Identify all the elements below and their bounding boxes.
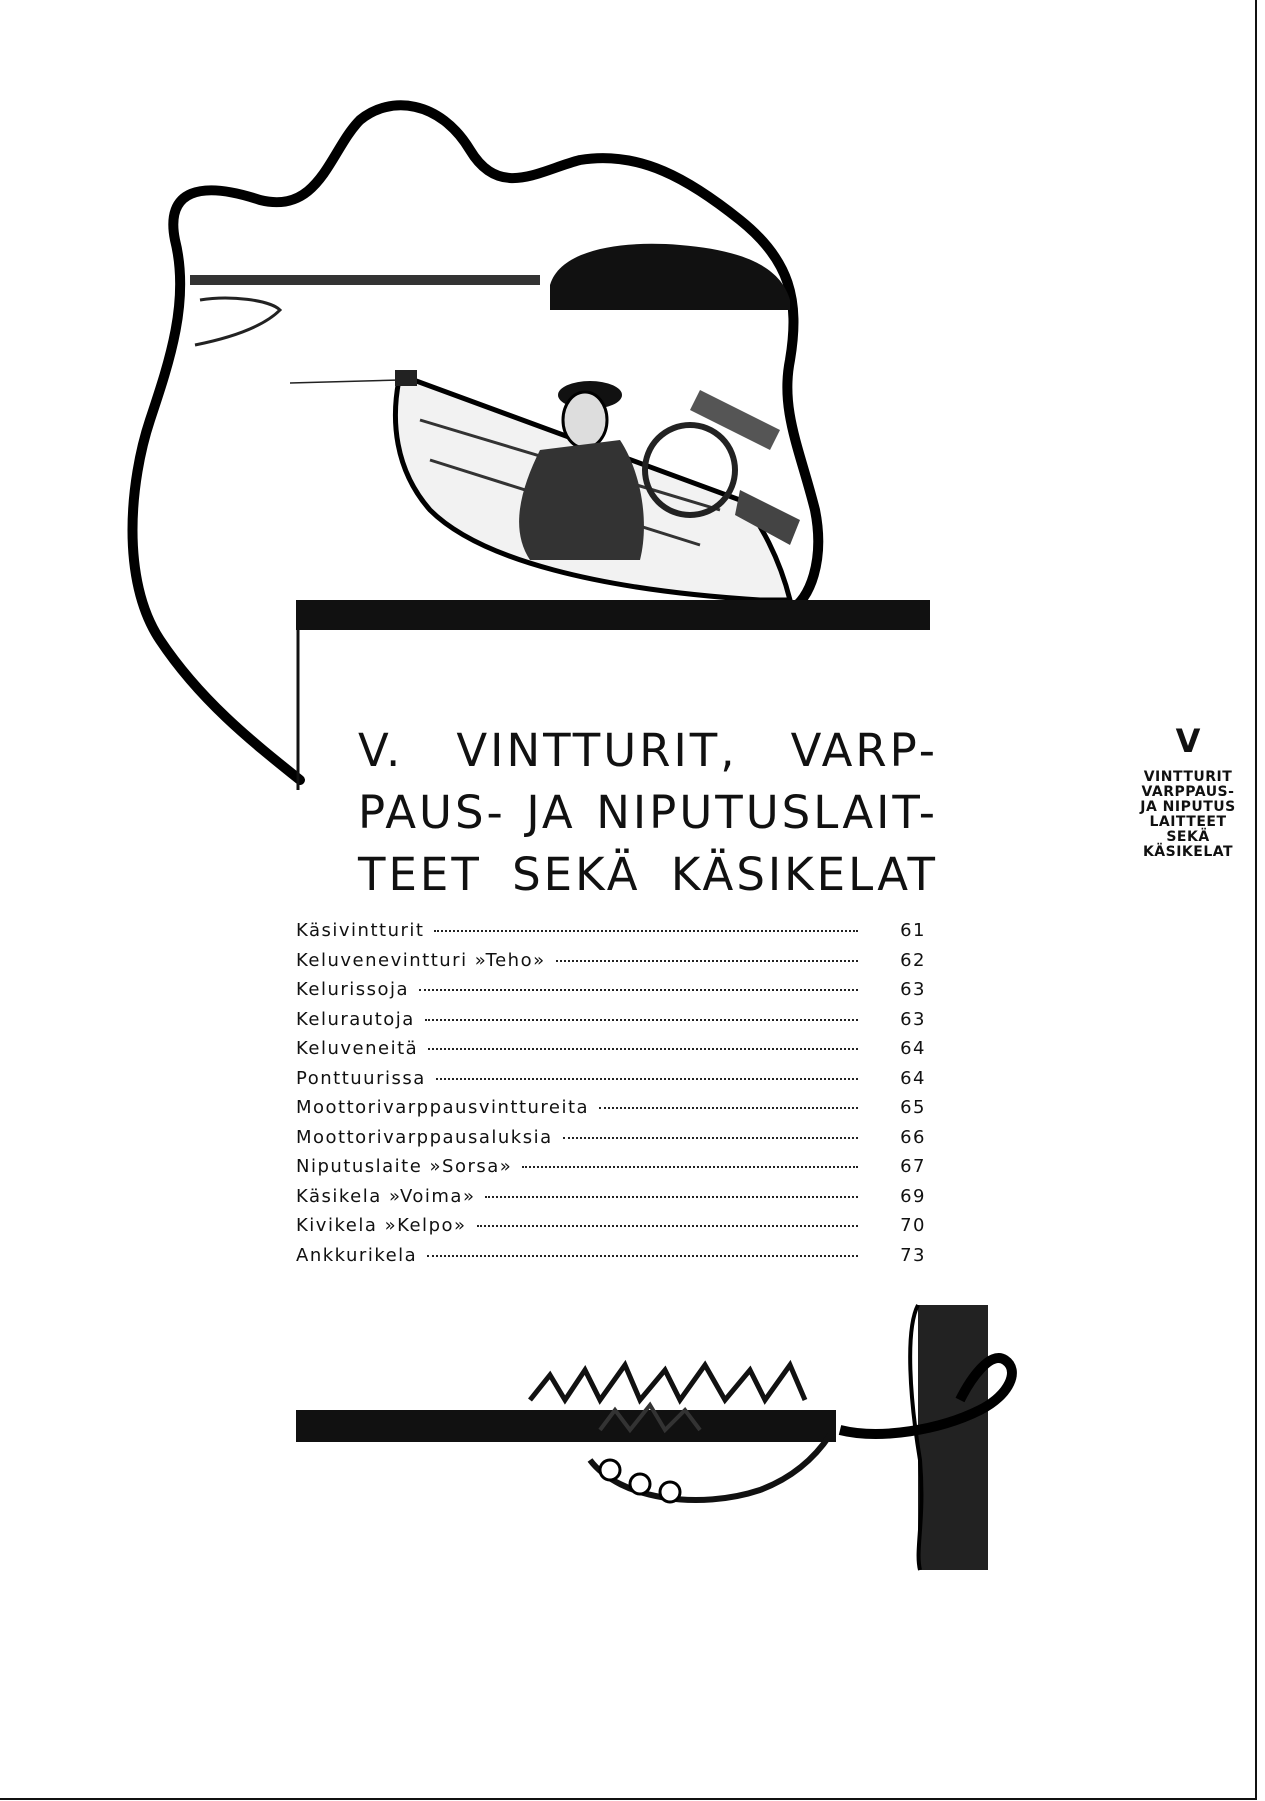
toc-label: Moottorivarppausvinttureita: [296, 1097, 590, 1118]
toc-leader: [522, 1166, 858, 1168]
toc-label: Ankkurikela: [296, 1244, 418, 1266]
toc-page: 61: [900, 920, 926, 941]
toc-page: 70: [900, 1215, 926, 1236]
side-tab-line: LAITTEET: [1149, 814, 1227, 830]
toc-label: Kelurautoja: [296, 1008, 415, 1030]
side-tab-line: SEKÄ: [1166, 829, 1210, 845]
toc-page: 64: [900, 1038, 926, 1059]
chapter-side-tab: [1122, 722, 1254, 860]
toc-label: Kelurissoja: [296, 979, 410, 1000]
toc-page: 63: [900, 979, 926, 1000]
title-line-2: PAUS- JA NIPUTUSLAIT-: [358, 786, 938, 840]
toc-leader: [425, 1019, 858, 1021]
side-tab-line: JA NIPUTUS: [1140, 799, 1236, 815]
toc-label: Moottorivarppausaluksia: [296, 1126, 553, 1148]
toc-item[interactable]: [296, 950, 926, 980]
toc-item[interactable]: [296, 1009, 926, 1039]
toc-label: Käsivintturit: [296, 920, 425, 941]
toc-page: 65: [900, 1097, 926, 1118]
toc-label: Kivikela »Kelpo»: [296, 1215, 467, 1236]
toc-leader: [428, 1048, 858, 1050]
toc-label: Keluvenevintturi »Teho»: [296, 949, 546, 971]
toc-leader: [477, 1225, 858, 1227]
toc-leader: [556, 960, 858, 962]
toc-item[interactable]: [296, 1245, 926, 1275]
toc-page: 73: [900, 1244, 926, 1266]
toc-leader: [427, 1255, 858, 1257]
toc-leader: [563, 1137, 858, 1139]
toc-leader: [485, 1196, 858, 1198]
toc-item[interactable]: [296, 1156, 926, 1186]
toc-leader: [434, 930, 858, 932]
chapter-number: V: [1175, 722, 1201, 760]
toc-page: 64: [900, 1067, 926, 1089]
toc-item[interactable]: [296, 1038, 926, 1068]
toc-item[interactable]: [296, 979, 926, 1009]
toc-item[interactable]: [296, 1097, 926, 1127]
side-tab-line: VARPPAUS-: [1141, 784, 1235, 800]
toc-label: Ponttuurissa: [296, 1067, 426, 1089]
toc-label: Käsikela »Voima»: [296, 1185, 476, 1207]
toc-page: 66: [900, 1126, 926, 1148]
toc-leader: [436, 1078, 858, 1080]
tree-chain-illustration: [296, 1305, 1012, 1570]
toc-leader: [599, 1107, 858, 1109]
table-of-contents: [296, 920, 926, 1274]
top-black-band: [296, 600, 930, 630]
title-line-3: TEET SEKÄ KÄSIKELAT: [358, 848, 938, 902]
toc-leader: [419, 989, 858, 991]
toc-label: Keluveneitä: [296, 1038, 419, 1059]
toc-item[interactable]: [296, 920, 926, 950]
toc-page: 63: [900, 1008, 926, 1030]
toc-item[interactable]: [296, 1215, 926, 1245]
toc-label: Niputuslaite »Sorsa»: [296, 1156, 513, 1177]
toc-item[interactable]: [296, 1127, 926, 1157]
toc-page: 67: [900, 1156, 926, 1177]
toc-page: 62: [900, 949, 926, 971]
toc-page: 69: [900, 1185, 926, 1207]
toc-item[interactable]: [296, 1186, 926, 1216]
section-title: [358, 720, 938, 906]
side-tab-line: KÄSIKELAT: [1142, 844, 1234, 860]
toc-item[interactable]: [296, 1068, 926, 1098]
side-tab-line: VINTTURIT: [1143, 769, 1233, 785]
lake-horizon: [190, 244, 790, 345]
title-line-1: V. VINTTURIT, VARP-: [358, 724, 938, 778]
